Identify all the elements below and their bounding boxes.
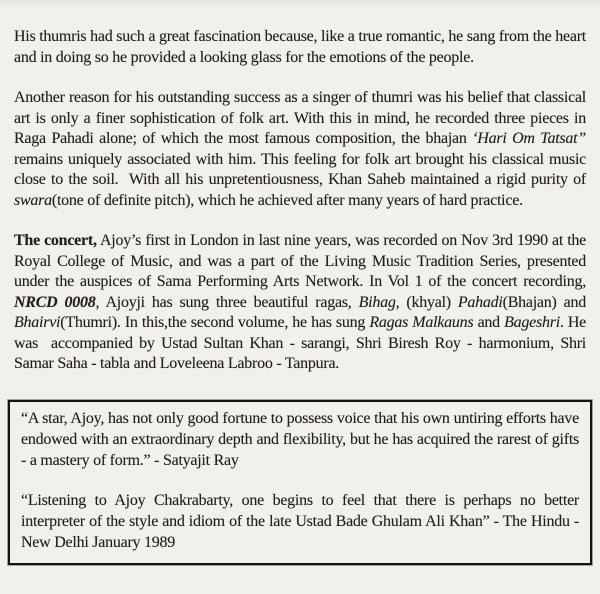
- paragraph-folk-art: Another reason for his outstanding success as a singer of thumri was his belief that classical art is only a finer sophistication of folk art. With this in mind, he recorded three pieces in Raga Pahadi alone; of which the most famous composition, the bhajan ‘Hari Om Tatsat” remains uniquely associated with him. This feeling for folk art brought his classical music close to the soil. With all his unpretentiousness, Khan Saheb maintained a rigid purity of swara(tone of definite pitch), which he achieved after many years of hard practice.: [14, 89, 590, 209]
- paragraph-the-concert: The concert, Ajoy’s first in London in last nine years, was recorded on Nov 3rd 1990 at the Royal College of Music, and was a part of the Living Music Tradition Series, presented under the auspices of Sama Performing Arts Network. In Vol 1 of the concert recording, NRCD 0008, Ajoyji has sung three beautiful ragas, Bihag, (khyal) Pahadi(Bhajan) and Bhairvi(Thumri). In this,the second volume, he has sung Ragas Malkauns and Bageshri. He was accompanied by Ustad Sultan Khan - sarangi, Shri Biresh Roy - harmonium, Shri Samar Saha - tabla and Loveleena Labroo - Tanpura.: [14, 232, 590, 372]
- paragraph-thumris: His thumris had such a great fascination because, like a true romantic, he sang from the heart and in doing so he provided a looking glass for the emotions of the people.: [14, 28, 590, 66]
- quote-satyajit-ray: “A star, Ajoy, has not only good fortune to possess voice that his own untiring efforts have endowed with an extraordinary depth and flexibility, but he has acquired the rarest of gifts - a mastery of form.” - Satyajit Ray: [21, 409, 579, 469]
- quote-box: [8, 400, 592, 565]
- quote-the-hindu: “Listening to Ajoy Chakrabarty, one begins to feel that there is perhaps no better interpreter of the style and idiom of the late Ustad Bade Ghulam Ali Khan” - The Hindu - New Delhi January 1989: [21, 491, 579, 551]
